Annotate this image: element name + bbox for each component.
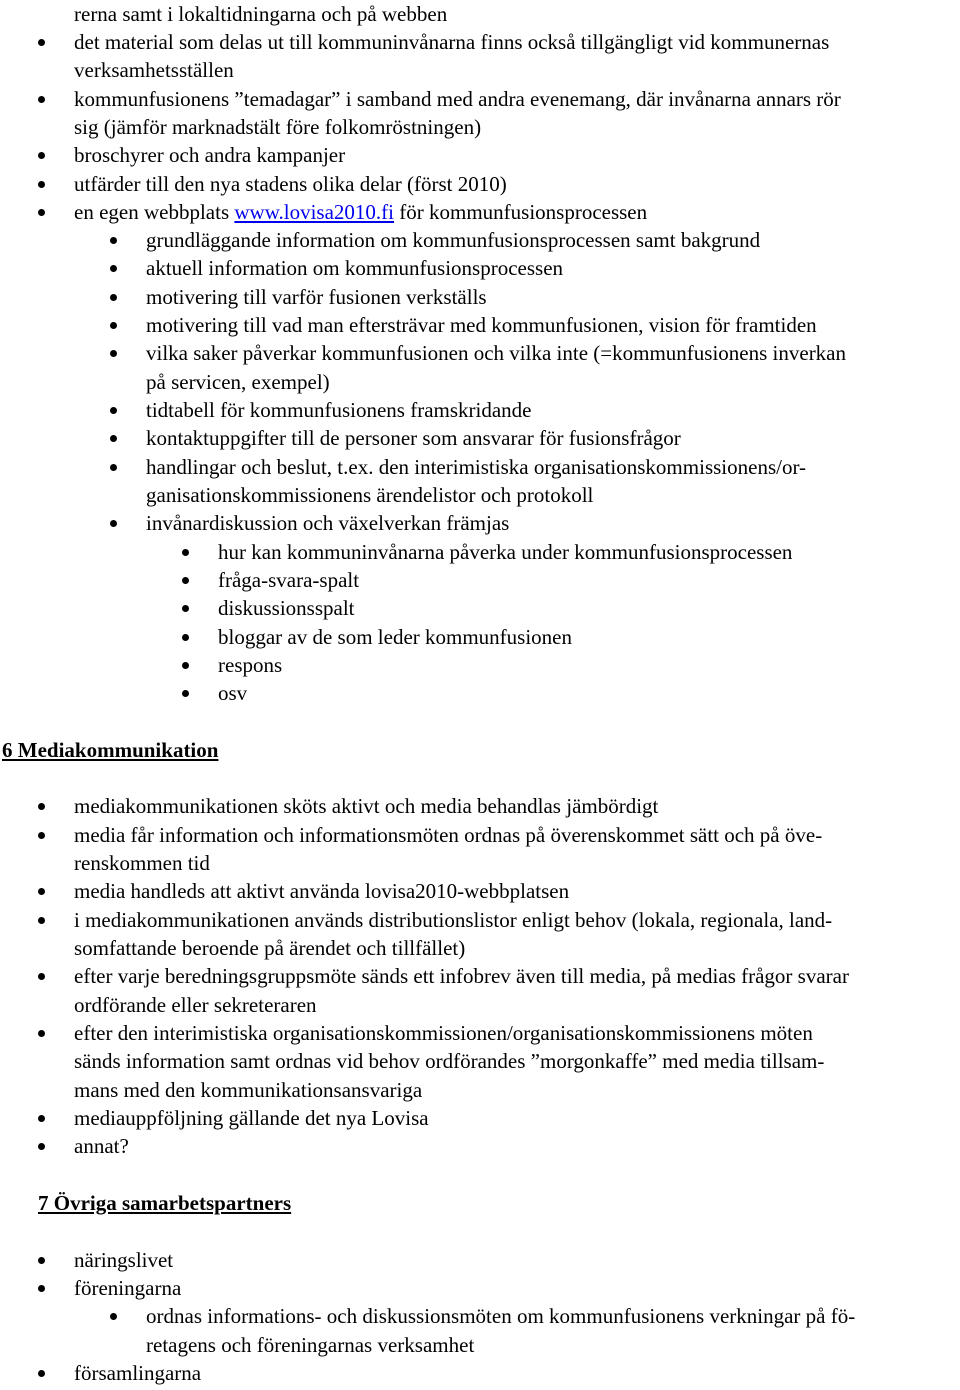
bullet-icon xyxy=(38,209,45,216)
bullet-icon xyxy=(182,577,189,584)
line-text: broschyrer och andra kampanjer xyxy=(74,143,346,167)
list-item xyxy=(218,538,792,566)
bullet-icon xyxy=(38,39,45,46)
bullet-icon xyxy=(182,662,189,669)
list-item xyxy=(74,792,658,820)
line-text: fråga-svara-spalt xyxy=(218,568,360,592)
line-text: handlingar och beslut, t.ex. den interimistiska organisationskommissionens/or- xyxy=(146,455,807,479)
list-item-continuation xyxy=(74,1076,422,1104)
bullet-icon xyxy=(110,237,117,244)
list-item xyxy=(146,339,846,367)
list-item xyxy=(74,821,822,849)
bullet-icon xyxy=(182,634,189,641)
list-item xyxy=(74,1274,181,1302)
line-text: på servicen, exempel) xyxy=(146,370,330,394)
line-text: annat? xyxy=(74,1134,129,1158)
bullet-icon xyxy=(110,464,117,471)
list-item xyxy=(146,226,760,254)
bullet-icon xyxy=(38,832,45,839)
bullet-icon xyxy=(38,1030,45,1037)
section-heading xyxy=(38,1189,291,1217)
list-item xyxy=(146,396,532,424)
bullet-icon xyxy=(38,973,45,980)
list-item xyxy=(218,679,247,707)
list-item-continuation xyxy=(74,849,210,877)
line-text: somfattande beroende på ärendet och tillfället) xyxy=(74,936,466,960)
line-text: sig (jämför marknadstält före folkomröstningen) xyxy=(74,115,482,139)
line-text: media handleds att aktivt använda lovisa2010-webbplatsen xyxy=(74,879,570,903)
list-item-continuation xyxy=(74,113,481,141)
line-text: mediauppföljning gällande det nya Lovisa xyxy=(74,1106,429,1130)
line-text: aktuell information om kommunfusionsprocessen xyxy=(146,256,564,280)
list-item xyxy=(74,962,849,990)
line-text: sänds information samt ordnas vid behov ordförandes ”morgonkaffe” med media tillsam- xyxy=(74,1049,825,1073)
line-text: efter den interimistiska organisationskommissionen/organisationskommissionens möten xyxy=(74,1021,813,1045)
line-text: motivering till varför fusionen verkställs xyxy=(146,285,487,309)
list-item-continuation xyxy=(74,991,317,1019)
line-text: invånardiskussion och växelverkan främjas xyxy=(146,511,510,535)
line-text: efter varje beredningsgruppsmöte sänds ett infobrev även till media, på medias frågor svarar xyxy=(74,964,849,988)
bullet-icon xyxy=(110,407,117,414)
bullet-icon xyxy=(110,294,117,301)
line-text: verksamhetsställen xyxy=(74,58,234,82)
line-text: det material som delas ut till kommuninvånarna finns också tillgängligt vid kommunernas xyxy=(74,30,830,54)
bullet-icon xyxy=(182,690,189,697)
section-heading xyxy=(2,736,218,764)
bullet-icon xyxy=(38,1143,45,1150)
list-item xyxy=(146,254,563,282)
line-text: kontaktuppgifter till de personer som ansvarar för fusionsfrågor xyxy=(146,426,681,450)
line-text: bloggar av de som leder kommunfusionen xyxy=(218,625,573,649)
bullet-icon xyxy=(38,96,45,103)
bullet-icon xyxy=(38,888,45,895)
bullet-icon xyxy=(110,322,117,329)
line-text: renskommen tid xyxy=(74,851,210,875)
line-text: vilka saker påverkar kommunfusionen och vilka inte (=kommunfusionens inverkan xyxy=(146,341,847,365)
list-item xyxy=(146,311,817,339)
list-item xyxy=(74,85,841,113)
line-text: mans med den kommunikationsansvariga xyxy=(74,1078,423,1102)
bullet-icon xyxy=(110,350,117,357)
list-item xyxy=(146,424,681,452)
list-item xyxy=(74,1359,201,1387)
line-text: respons xyxy=(218,653,283,677)
list-item xyxy=(74,141,345,169)
list-item xyxy=(74,198,647,226)
bullet-icon xyxy=(110,1313,117,1320)
bullet-icon xyxy=(182,605,189,612)
line-text: en egen webbplats xyxy=(74,200,230,224)
line-text: motivering till vad man eftersträvar med kommunfusionen, vision för framtiden xyxy=(146,313,817,337)
line-text: ordförande eller sekreteraren xyxy=(74,993,317,1017)
list-item xyxy=(146,1302,855,1330)
bullet-icon xyxy=(38,803,45,810)
line-text: mediakommunikationen sköts aktivt och media behandlas jämbördigt xyxy=(74,794,659,818)
list-item-continuation xyxy=(74,1047,824,1075)
list-item xyxy=(218,651,282,679)
list-item xyxy=(74,170,507,198)
line-text: hur kan kommuninvånarna påverka under kommunfusionsprocessen xyxy=(218,540,793,564)
line-text: för kommunfusionsprocessen xyxy=(399,200,648,224)
bullet-icon xyxy=(110,435,117,442)
list-item xyxy=(146,283,487,311)
list-item-continuation xyxy=(74,56,234,84)
list-item xyxy=(218,623,572,651)
bullet-icon xyxy=(38,917,45,924)
line-text: församlingarna xyxy=(74,1361,202,1385)
bullet-icon xyxy=(182,549,189,556)
bullet-icon xyxy=(38,1257,45,1264)
list-item xyxy=(74,906,832,934)
bullet-icon xyxy=(38,181,45,188)
list-item xyxy=(74,1019,813,1047)
bullet-icon xyxy=(38,1370,45,1377)
line-text: rerna samt i lokaltidningarna och på webben xyxy=(74,2,448,26)
list-item xyxy=(218,566,359,594)
line-text: 6 Mediakommunikation xyxy=(2,738,219,762)
list-item xyxy=(74,877,569,905)
line-text: ordnas informations- och diskussionsmöten om kommunfusionens verkningar på fö- xyxy=(146,1304,856,1328)
line-text: kommunfusionens ”temadagar” i samband med andra evenemang, där invånarna annars rör xyxy=(74,87,841,111)
line-text: grundläggande information om kommunfusionsprocessen samt bakgrund xyxy=(146,228,761,252)
list-item xyxy=(74,1132,129,1160)
bullet-icon xyxy=(110,520,117,527)
list-item xyxy=(74,28,829,56)
list-item xyxy=(74,1104,429,1132)
line-text: osv xyxy=(218,681,248,705)
bullet-icon xyxy=(38,152,45,159)
bullet-icon xyxy=(110,265,117,272)
list-item-continuation xyxy=(146,481,593,509)
website-link[interactable]: www.lovisa2010.fi xyxy=(234,200,394,224)
list-item-continuation xyxy=(74,0,447,28)
line-text: ganisationskommissionens ärendelistor och protokoll xyxy=(146,483,594,507)
line-text: tidtabell för kommunfusionens framskridande xyxy=(146,398,532,422)
bullet-icon xyxy=(38,1115,45,1122)
list-item xyxy=(218,594,355,622)
line-text: i mediakommunikationen används distributionslistor enligt behov (lokala, regionala, land- xyxy=(74,908,833,932)
list-item xyxy=(146,509,509,537)
list-item-continuation xyxy=(146,368,330,396)
line-text: näringslivet xyxy=(74,1248,174,1272)
list-item xyxy=(146,453,806,481)
line-text: föreningarna xyxy=(74,1276,182,1300)
list-item-continuation xyxy=(74,934,465,962)
bullet-icon xyxy=(38,1285,45,1292)
line-text: utfärder till den nya stadens olika delar (först 2010) xyxy=(74,172,507,196)
line-text: 7 Övriga samarbetspartners xyxy=(38,1191,292,1215)
list-item-continuation xyxy=(146,1331,474,1359)
line-text: diskussionsspalt xyxy=(218,596,355,620)
line-text: media får information och informationsmöten ordnas på överenskommet sätt och på öve- xyxy=(74,823,823,847)
line-text: retagens och föreningarnas verksamhet xyxy=(146,1333,475,1357)
list-item xyxy=(74,1246,173,1274)
